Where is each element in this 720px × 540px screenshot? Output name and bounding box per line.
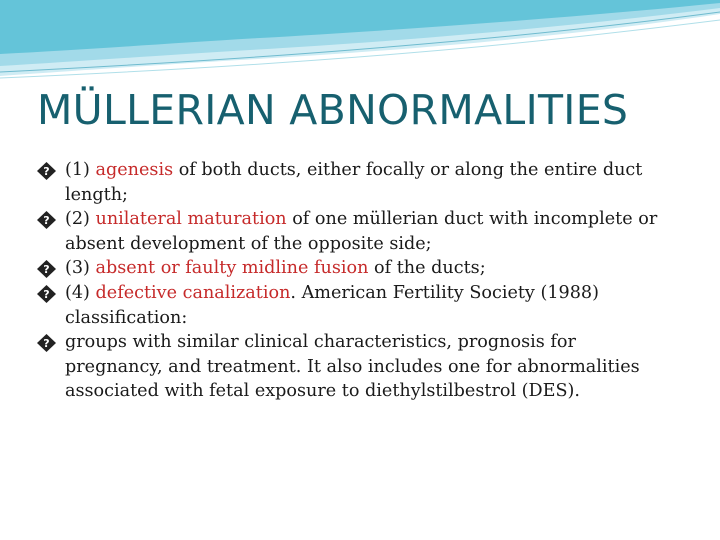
- bullet-list: [36, 158, 676, 404]
- missing-glyph-box-icon: [36, 333, 57, 353]
- bullet-prefix: (1): [65, 160, 96, 180]
- bullet-item: [36, 207, 676, 256]
- bullet-item: [36, 281, 676, 330]
- slide-title: MÜLLERIAN ABNORMALITIES: [37, 86, 629, 134]
- bullet-text: of one müllerian duct with incomplete or absent development of the opposite side;: [65, 209, 658, 254]
- bullet-highlight: defective canalization: [95, 282, 291, 303]
- svg-text:?: ?: [43, 214, 50, 228]
- bullet-text: groups with similar clinical characteristics, prognosis for pregnancy, and treatment. It also includes one for abnormalities associated with fetal exposure to diethylstilbestrol (DES).: [65, 332, 640, 402]
- svg-text:?: ?: [43, 287, 50, 301]
- bullet-text: of the ducts;: [368, 258, 486, 279]
- bullet-highlight: absent or faulty midline fusion: [95, 258, 369, 279]
- svg-text:?: ?: [43, 337, 50, 351]
- bullet-item: [36, 158, 676, 207]
- svg-text:?: ?: [43, 165, 50, 178]
- bullet-highlight: agenesis: [95, 160, 174, 180]
- bullet-highlight: unilateral maturation: [95, 209, 287, 230]
- bullet-item: [36, 256, 676, 281]
- missing-glyph-box-icon: [36, 161, 57, 181]
- bullet-item: [36, 330, 676, 404]
- bullet-prefix: (4): [65, 282, 96, 303]
- bullet-text: . American Fertility Society (1988) classification:: [65, 282, 599, 328]
- bullet-prefix: (3): [65, 258, 96, 279]
- bullet-prefix: (2): [65, 209, 96, 230]
- missing-glyph-box-icon: [36, 284, 57, 304]
- missing-glyph-box-icon: [36, 259, 57, 279]
- header-wave-decoration: [0, 0, 720, 90]
- svg-text:?: ?: [43, 263, 50, 277]
- missing-glyph-box-icon: [36, 210, 57, 230]
- bullet-text: of both ducts, either focally or along the entire duct length;: [65, 160, 643, 205]
